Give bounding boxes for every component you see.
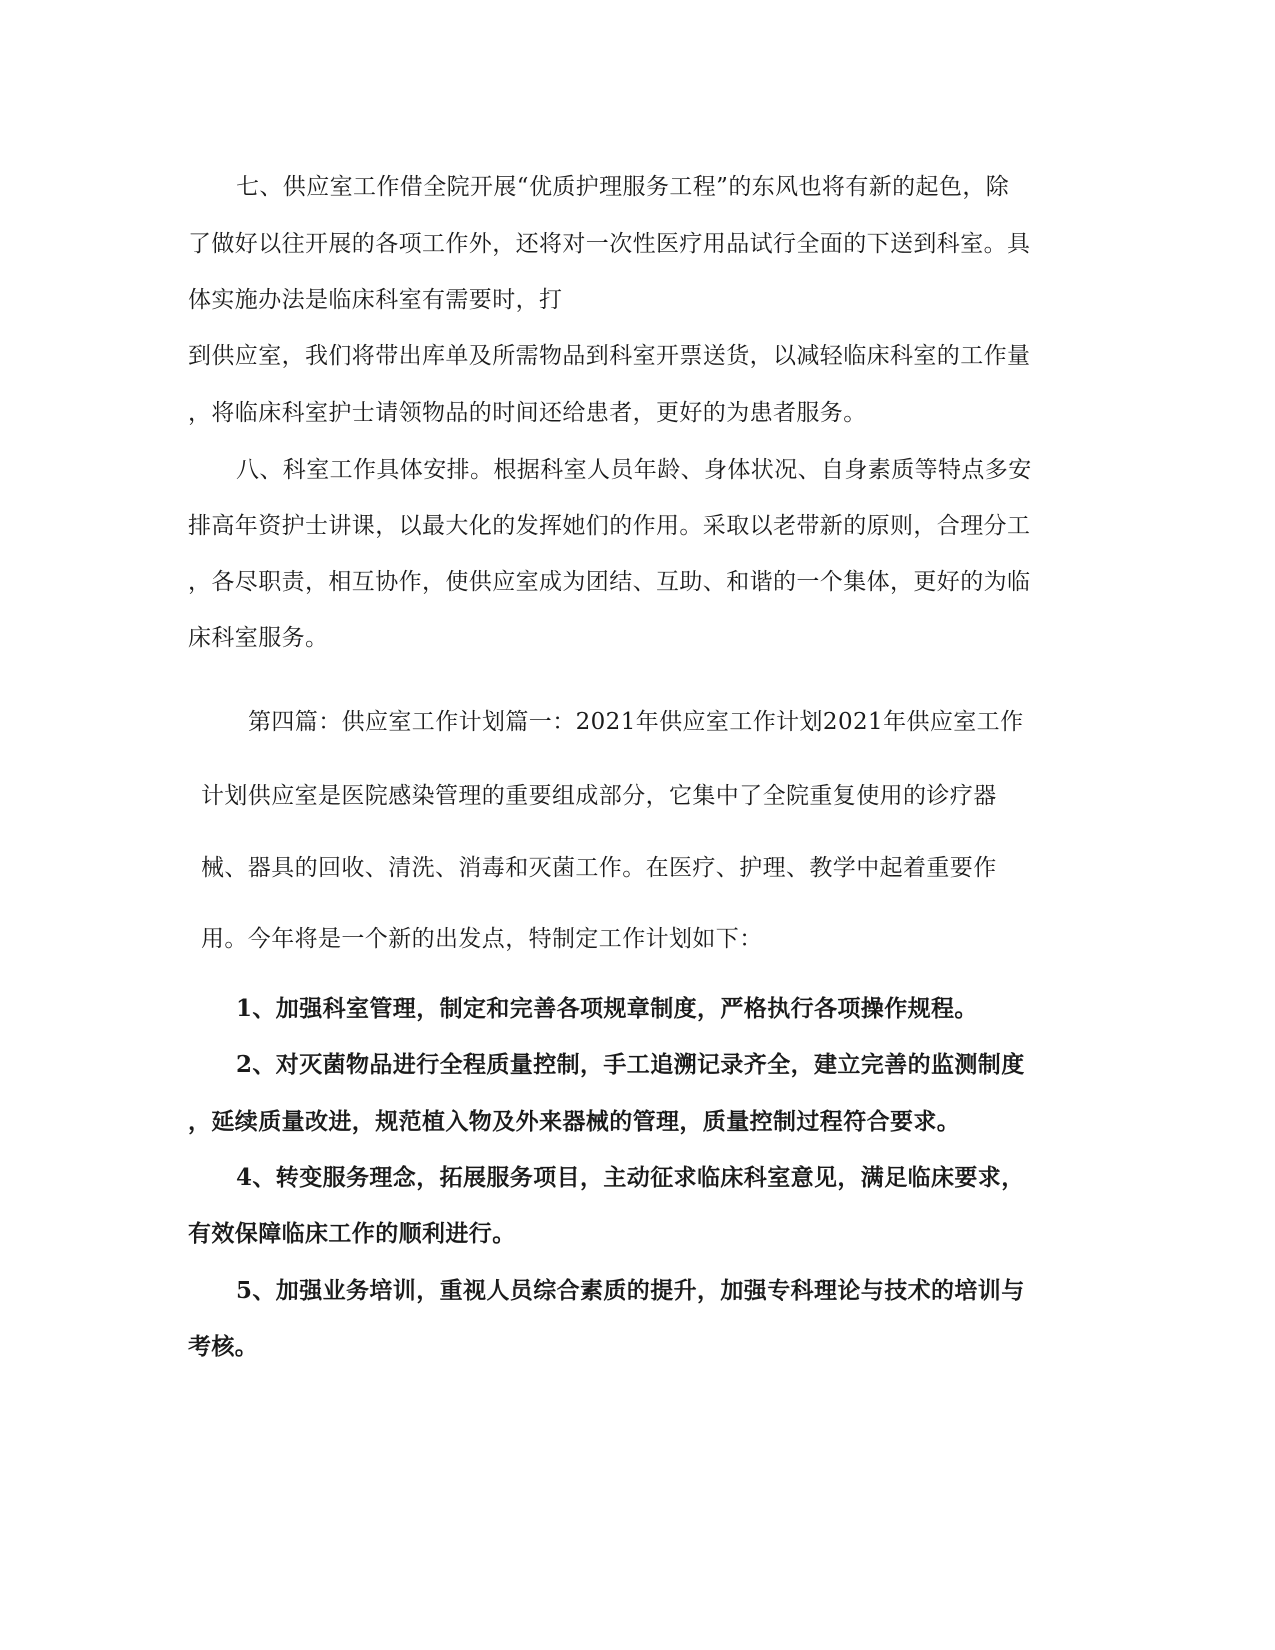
section8-line-1: 八、科室工作具体安排。根据科室人员年龄、身体状况、自身素质等特点多安 xyxy=(236,457,1032,483)
item-4-line-1: 4、转变服务理念，拓展服务项目，主动征求临床科室意见，满足临床要求， xyxy=(236,1164,1025,1191)
item-2-line-2: ，延续质量改进，规范植入物及外来器械的管理，质量控制过程符合要求。 xyxy=(188,1108,961,1135)
section7-line-1: 七、供应室工作借全院开展“优质护理服务工程”的东风也将有新的起色，除 xyxy=(236,174,1010,200)
section7-line-3: 体实施办法是临床科室有需要时，打 xyxy=(188,287,563,313)
item-5-line-1: 5、加强业务培训，重视人员综合素质的提升，加强专科理论与技术的培训与 xyxy=(236,1277,1025,1304)
part4-line-4: 用。今年将是一个新的出发点，特制定工作计划如下： xyxy=(201,926,763,952)
item-5-line-2: 考核。 xyxy=(188,1333,259,1360)
item-2-line-1: 2、对灭菌物品进行全程质量控制，手工追溯记录齐全，建立完善的监测制度 xyxy=(236,1051,1025,1078)
section8-line-2: 排高年资护士讲课，以最大化的发挥她们的作用。采取以老带新的原则，合理分工 xyxy=(188,513,1031,539)
part4-line-2: 计划供应室是医院感染管理的重要组成部分，它集中了全院重复使用的诊疗器 xyxy=(201,783,997,809)
section7-line-4: 到供应室，我们将带出库单及所需物品到科室开票送货，以减轻临床科室的工作量 xyxy=(188,343,1031,369)
section8-line-4: 床科室服务。 xyxy=(188,625,329,651)
part4-line-3: 械、器具的回收、清洗、消毒和灭菌工作。在医疗、护理、教学中起着重要作 xyxy=(201,855,997,881)
item-4-line-2: 有效保障临床工作的顺利进行。 xyxy=(188,1220,516,1247)
part4-line-1: 第四篇：供应室工作计划篇一：2021年供应室工作计划2021年供应室工作 xyxy=(248,709,1024,735)
section8-line-3: ，各尽职责，相互协作，使供应室成为团结、互助、和谐的一个集体，更好的为临 xyxy=(188,569,1031,595)
item-1: 1、加强科室管理，制定和完善各项规章制度，严格执行各项操作规程。 xyxy=(236,995,978,1022)
section7-line-5: ，将临床科室护士请领物品的时间还给患者，更好的为患者服务。 xyxy=(188,400,867,426)
section7-line-2: 了做好以往开展的各项工作外，还将对一次性医疗用品试行全面的下送到科室。具 xyxy=(188,231,1031,257)
